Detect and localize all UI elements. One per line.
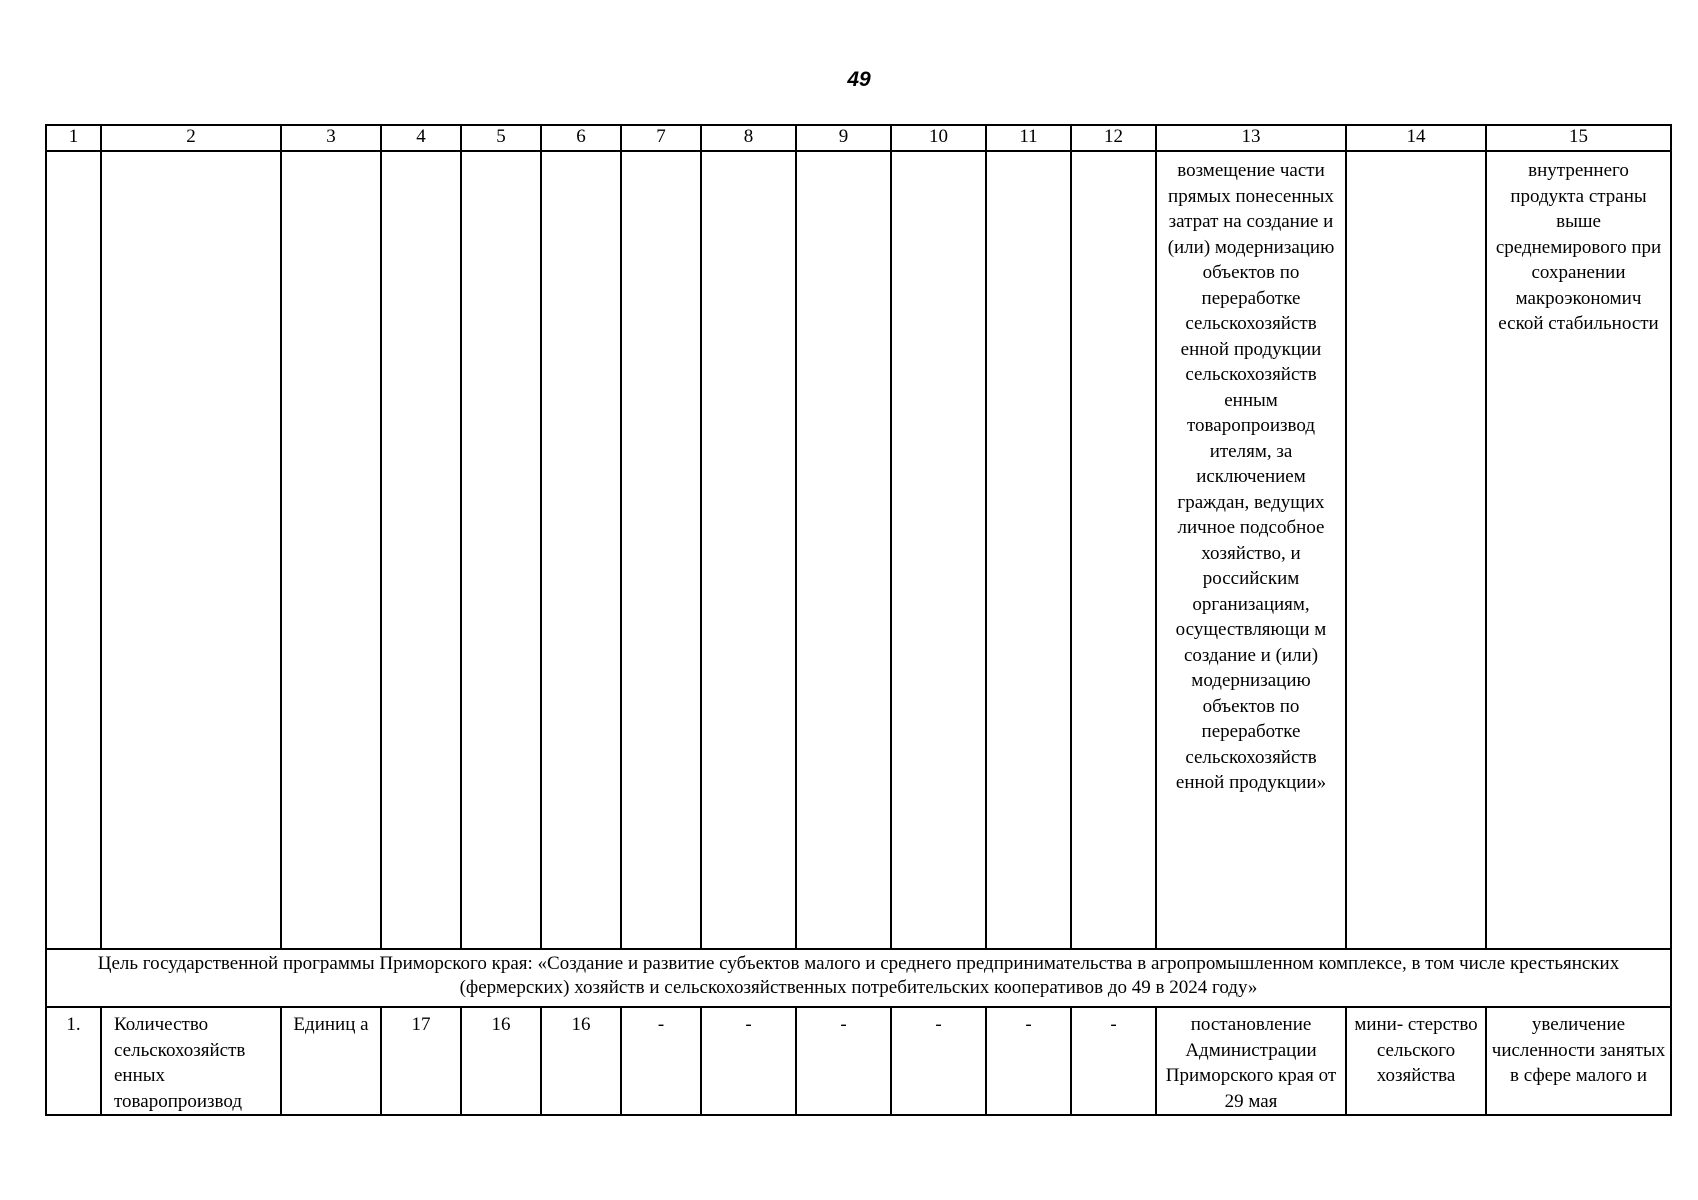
value-cell: - (701, 1007, 796, 1115)
goal-row (46, 949, 1671, 1007)
empty-cell (101, 151, 281, 949)
empty-cell (796, 151, 891, 949)
indicator-name: Количество сельскохозяйств енных товаропроизвод (101, 1007, 281, 1115)
value-cell: - (1071, 1007, 1156, 1115)
row-number: 1. (46, 1007, 101, 1115)
page-number: 49 (847, 68, 871, 91)
header-cell: 12 (1071, 125, 1156, 151)
header-cell: 11 (986, 125, 1071, 151)
source-document: постановление Администрации Приморского края от 29 мая (1156, 1007, 1346, 1115)
header-cell: 8 (701, 125, 796, 151)
value-cell: 16 (461, 1007, 541, 1115)
expected-result: увеличение численности занятых в сфере малого и (1486, 1007, 1671, 1115)
value-cell: - (796, 1007, 891, 1115)
empty-cell (1346, 151, 1486, 949)
header-cell: 13 (1156, 125, 1346, 151)
header-cell: 1 (46, 125, 101, 151)
value-cell: - (891, 1007, 986, 1115)
value-cell: 16 (541, 1007, 621, 1115)
value-cell: - (986, 1007, 1071, 1115)
header-cell: 10 (891, 125, 986, 151)
empty-cell (1071, 151, 1156, 949)
header-cell: 7 (621, 125, 701, 151)
empty-cell (621, 151, 701, 949)
value-cell: - (621, 1007, 701, 1115)
program-goal: Цель государственной программы Приморского края: «Создание и развитие субъектов малого и среднего предпринимательства в агропромышленном комплексе, в том числе крестьянских (фермерских) хозяйств и сельскохозяйственных потребительских кооперативов до 49 в 2024 году» (46, 949, 1671, 1007)
empty-cell (46, 151, 101, 949)
header-cell: 6 (541, 125, 621, 151)
continuation-row (46, 151, 1671, 949)
table-row (46, 1007, 1671, 1115)
empty-cell (986, 151, 1071, 949)
empty-cell (281, 151, 381, 949)
measure-description: возмещение части прямых понесенных затрат на создание и (или) модернизацию объектов по переработке сельскохозяйств енной продукции сельскохозяйств енным товаропроизвод ителям, за исключением граждан, ведущих личное подсобное хозяйство, и российским организациям, осуществляющи м создание и (или) модернизацию объектов по переработке сельскохозяйств енной продукции» (1156, 151, 1346, 949)
header-cell: 5 (461, 125, 541, 151)
empty-cell (381, 151, 461, 949)
header-cell: 9 (796, 125, 891, 151)
responsible-body: мини- стерство сельского хозяйства (1346, 1007, 1486, 1115)
value-cell: 17 (381, 1007, 461, 1115)
empty-cell (461, 151, 541, 949)
header-cell: 2 (101, 125, 281, 151)
header-cell: 3 (281, 125, 381, 151)
header-cell: 14 (1346, 125, 1486, 151)
goal-linkage-text: внутреннего продукта страны выше среднемирового при сохранении макроэкономич еской стабильности (1486, 151, 1671, 949)
empty-cell (891, 151, 986, 949)
header-cell: 4 (381, 125, 461, 151)
header-cell: 15 (1486, 125, 1671, 151)
indicators-table (45, 124, 1672, 1116)
unit: Единиц а (281, 1007, 381, 1115)
header-row (46, 125, 1671, 151)
empty-cell (541, 151, 621, 949)
empty-cell (701, 151, 796, 949)
